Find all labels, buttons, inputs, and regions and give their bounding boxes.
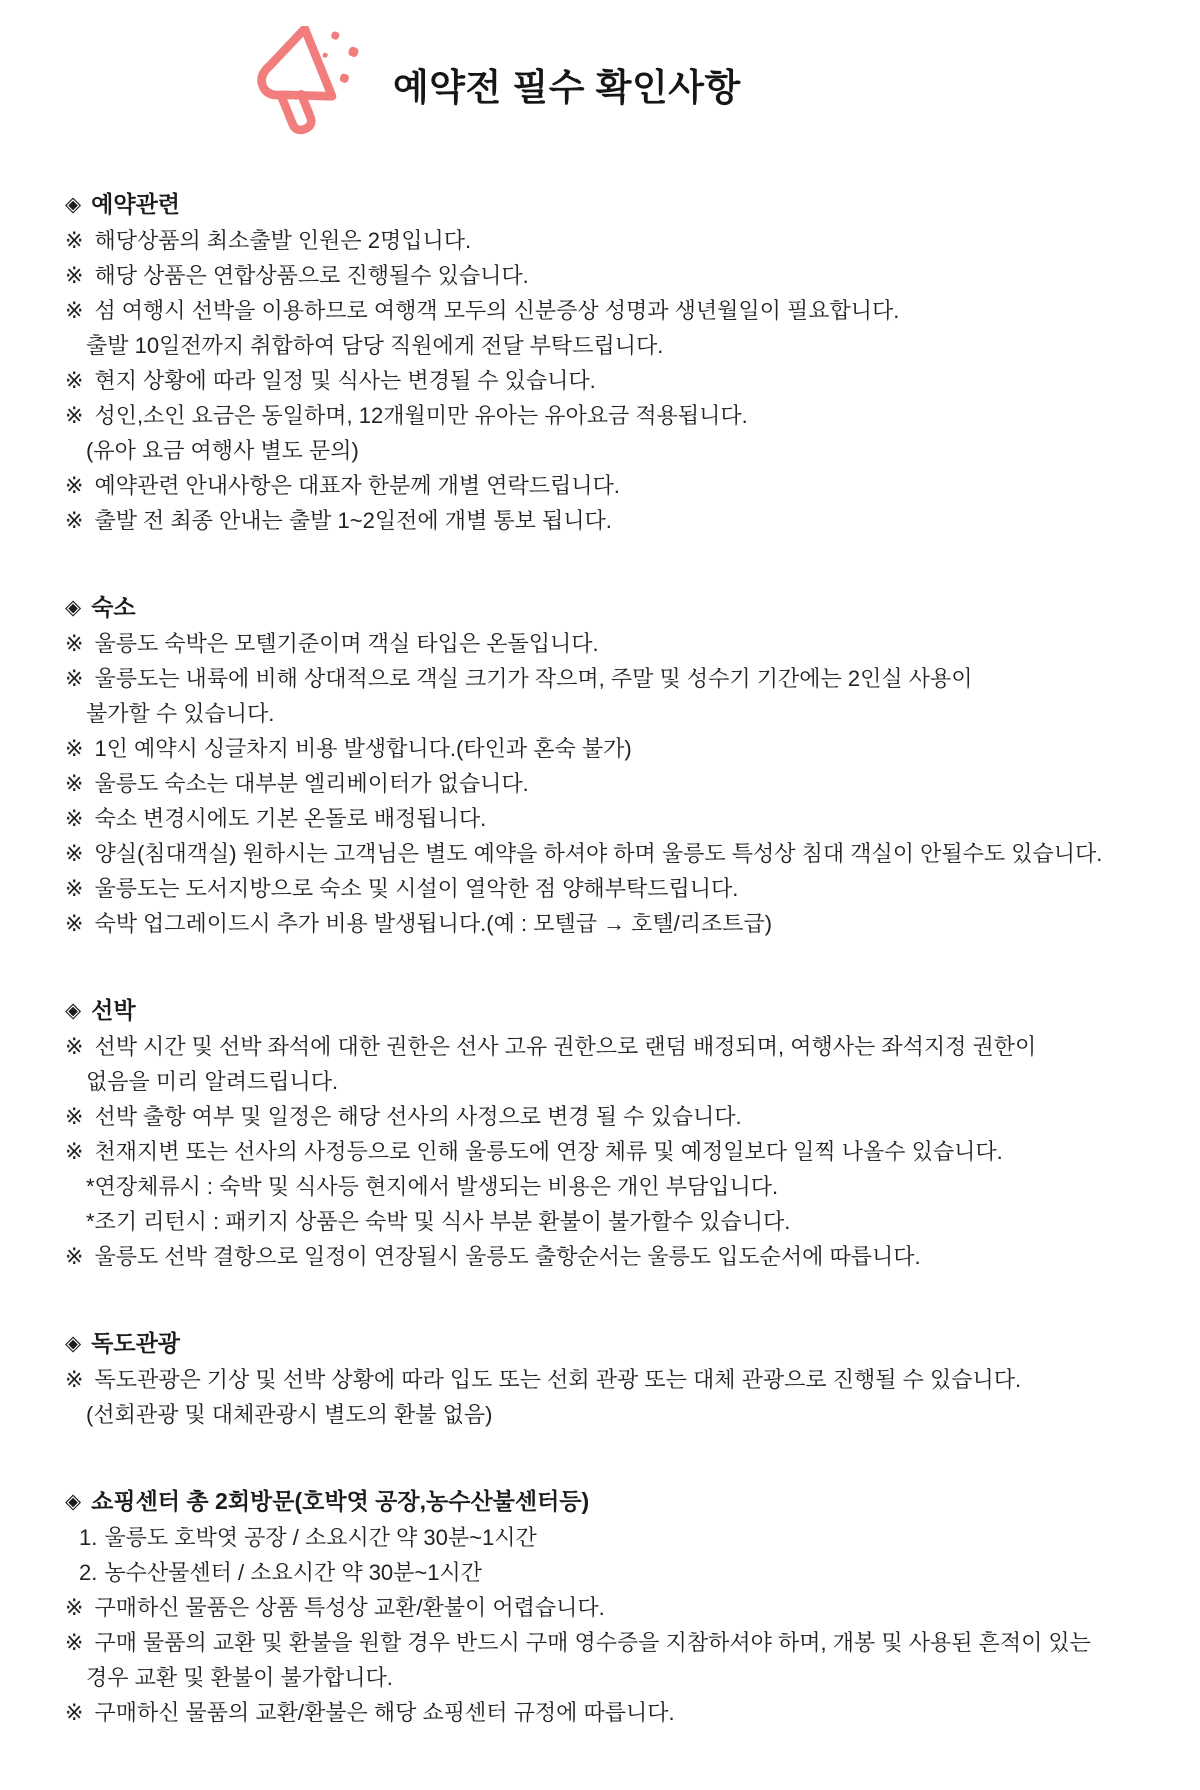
notice-text: 없음을 미리 알려드립니다. xyxy=(86,1069,339,1094)
notice-line xyxy=(65,1590,1145,1625)
page-title: 예약전 필수 확인사항 xyxy=(393,66,741,108)
notice-text: 해당상품의 최소출발 인원은 2명입니다. xyxy=(94,228,472,253)
notice-line xyxy=(65,906,1145,941)
notice-text: *조기 리턴시 : 패키지 상품은 숙박 및 식사 부분 환불이 불가할수 있습니다. xyxy=(86,1209,791,1234)
sections xyxy=(65,187,1145,1730)
notice-line xyxy=(65,871,1145,906)
notice-line xyxy=(65,1520,1145,1555)
note-marker: 1. xyxy=(79,1525,98,1550)
note-marker: ※ xyxy=(65,298,84,323)
note-marker: ※ xyxy=(65,228,84,253)
section-1 xyxy=(65,590,1145,941)
note-marker: ※ xyxy=(65,1700,84,1725)
notice-text: 천재지변 또는 선사의 사정등으로 인해 울릉도에 연장 체류 및 예정일보다 일찍 나올수 있습니다. xyxy=(94,1139,1003,1164)
notice-text: 숙박 업그레이드시 추가 비용 발생됩니다.(예 : 모텔급 → 호텔/리조트급) xyxy=(94,911,773,936)
notice-text: 현지 상황에 따라 일정 및 식사는 변경될 수 있습니다. xyxy=(94,368,596,393)
notice-text: 구매하신 물품은 상품 특성상 교환/환불이 어렵습니다. xyxy=(94,1595,605,1620)
notice-line xyxy=(65,1204,1145,1239)
notice-text: 섬 여행시 선박을 이용하므로 여행객 모두의 신분증상 성명과 생년월일이 필요합니다. xyxy=(94,298,900,323)
notice-text: *연장체류시 : 숙박 및 식사등 현지에서 발생되는 비용은 개인 부담입니다. xyxy=(86,1174,779,1199)
diamond-bullet-icon: ◈ xyxy=(65,193,82,216)
note-marker: ※ xyxy=(65,1367,84,1392)
notice-line xyxy=(65,1134,1145,1169)
notice-line xyxy=(65,328,1145,363)
notice-line xyxy=(65,1660,1145,1695)
notice-line xyxy=(65,801,1145,836)
notice-line xyxy=(65,1362,1145,1397)
note-marker: ※ xyxy=(65,403,84,428)
notice-line xyxy=(65,1695,1145,1730)
section-title-text: 숙소 xyxy=(91,594,136,620)
notice-text: 출발 10일전까지 취합하여 담당 직원에게 전달 부탁드립니다. xyxy=(86,333,664,358)
note-marker: ※ xyxy=(65,911,84,936)
notice-text: 불가할 수 있습니다. xyxy=(86,701,275,726)
section-title xyxy=(65,993,1145,1029)
section-2 xyxy=(65,993,1145,1274)
notice-line xyxy=(65,1029,1145,1064)
notice-line xyxy=(65,468,1145,503)
note-marker: 2. xyxy=(79,1560,98,1585)
notice-line xyxy=(65,1555,1145,1590)
notice-text: 울릉도는 내륙에 비해 상대적으로 객실 크기가 작으며, 주말 및 성수기 기간에는 2인실 사용이 xyxy=(94,666,973,691)
notice-line xyxy=(65,731,1145,766)
section-title-text: 독도관광 xyxy=(91,1330,181,1356)
notice-text: 농수산물센터 / 소요시간 약 30분~1시간 xyxy=(104,1560,483,1585)
notice-line xyxy=(65,626,1145,661)
section-title xyxy=(65,1326,1145,1362)
notice-line xyxy=(65,696,1145,731)
note-marker: ※ xyxy=(65,1630,84,1655)
diamond-bullet-icon: ◈ xyxy=(65,1332,82,1355)
notice-line xyxy=(65,1625,1145,1660)
notice-line xyxy=(65,836,1145,871)
notice-text: 울릉도는 도서지방으로 숙소 및 시설이 열악한 점 양해부탁드립니다. xyxy=(94,876,739,901)
section-title-text: 쇼핑센터 총 2회방문(호박엿 공장,농수산불센터등) xyxy=(91,1488,590,1514)
note-marker: ※ xyxy=(65,736,84,761)
notice-text: 울릉도 호박엿 공장 / 소요시간 약 30분~1시간 xyxy=(104,1525,537,1550)
note-marker: ※ xyxy=(65,368,84,393)
note-marker: ※ xyxy=(65,1139,84,1164)
notice-line xyxy=(65,1239,1145,1274)
notice-line xyxy=(65,398,1145,433)
notice-line xyxy=(65,223,1145,258)
notice-text: 경우 교환 및 환불이 불가합니다. xyxy=(86,1665,393,1690)
notice-text: 울릉도 숙소는 대부분 엘리베이터가 없습니다. xyxy=(94,771,529,796)
note-marker: ※ xyxy=(65,1104,84,1129)
notice-text: 숙소 변경시에도 기본 온돌로 배정됩니다. xyxy=(94,806,487,831)
note-marker: ※ xyxy=(65,771,84,796)
notice-text: 구매 물품의 교환 및 환불을 원할 경우 반드시 구매 영수증을 지참하셔야 하며, 개봉 및 사용된 흔적이 있는 xyxy=(94,1630,1091,1655)
note-marker: ※ xyxy=(65,631,84,656)
diamond-bullet-icon: ◈ xyxy=(65,1490,82,1513)
section-3 xyxy=(65,1326,1145,1432)
notice-text: 선박 시간 및 선박 좌석에 대한 권한은 선사 고유 권한으로 랜덤 배정되며, 여행사는 좌석지정 권한이 xyxy=(94,1034,1037,1059)
section-title-text: 예약관련 xyxy=(91,191,181,217)
notice-text: 구매하신 물품의 교환/환불은 해당 쇼핑센터 규정에 따릅니다. xyxy=(94,1700,675,1725)
notice-line xyxy=(65,1397,1145,1432)
notice-line xyxy=(65,1064,1145,1099)
note-marker: ※ xyxy=(65,666,84,691)
notice-line xyxy=(65,661,1145,696)
section-title xyxy=(65,187,1145,223)
section-0 xyxy=(65,187,1145,538)
notice-line xyxy=(65,766,1145,801)
note-marker: ※ xyxy=(65,1244,84,1269)
note-marker: ※ xyxy=(65,806,84,831)
notice-text: 선박 출항 여부 및 일정은 해당 선사의 사정으로 변경 될 수 있습니다. xyxy=(94,1104,742,1129)
notice-text: 독도관광은 기상 및 선박 상황에 따라 입도 또는 선회 관광 또는 대체 관광으로 진행될 수 있습니다. xyxy=(94,1367,1022,1392)
notice-text: 울릉도 선박 결항으로 일정이 연장될시 울릉도 출항순서는 울릉도 입도순서에 따릅니다. xyxy=(94,1244,921,1269)
page-header xyxy=(225,26,1145,141)
notice-text: 울릉도 숙박은 모텔기준이며 객실 타입은 온돌입니다. xyxy=(94,631,599,656)
notice-text: 출발 전 최종 안내는 출발 1~2일전에 개별 통보 됩니다. xyxy=(94,508,612,533)
note-marker: ※ xyxy=(65,876,84,901)
note-marker: ※ xyxy=(65,508,84,533)
notice-line xyxy=(65,433,1145,468)
note-marker: ※ xyxy=(65,1034,84,1059)
megaphone-icon xyxy=(225,26,365,141)
note-marker: ※ xyxy=(65,1595,84,1620)
notice-line xyxy=(65,1099,1145,1134)
notice-text: (유아 요금 여행사 별도 문의) xyxy=(86,438,359,463)
diamond-bullet-icon: ◈ xyxy=(65,999,82,1022)
note-marker: ※ xyxy=(65,841,84,866)
note-marker: ※ xyxy=(65,473,84,498)
section-title xyxy=(65,1484,1145,1520)
notice-text: 양실(침대객실) 원하시는 고객님은 별도 예약을 하셔야 하며 울릉도 특성상 침대 객실이 안될수도 있습니다. xyxy=(94,841,1103,866)
notice-text: 1인 예약시 싱글차지 비용 발생합니다.(타인과 혼숙 불가) xyxy=(94,736,632,761)
note-marker: ※ xyxy=(65,263,84,288)
notice-text: (선회관광 및 대체관광시 별도의 환불 없음) xyxy=(86,1402,493,1427)
notice-line xyxy=(65,503,1145,538)
section-4 xyxy=(65,1484,1145,1730)
notice-line xyxy=(65,293,1145,328)
section-title xyxy=(65,590,1145,626)
diamond-bullet-icon: ◈ xyxy=(65,596,82,619)
section-title-text: 선박 xyxy=(91,997,136,1023)
notice-text: 성인,소인 요금은 동일하며, 12개월미만 유아는 유아요금 적용됩니다. xyxy=(94,403,748,428)
notice-text: 예약관련 안내사항은 대표자 한분께 개별 연락드립니다. xyxy=(94,473,620,498)
notice-text: 해당 상품은 연합상품으로 진행될수 있습니다. xyxy=(94,263,529,288)
notice-line xyxy=(65,1169,1145,1204)
notice-line xyxy=(65,363,1145,398)
notice-line xyxy=(65,258,1145,293)
